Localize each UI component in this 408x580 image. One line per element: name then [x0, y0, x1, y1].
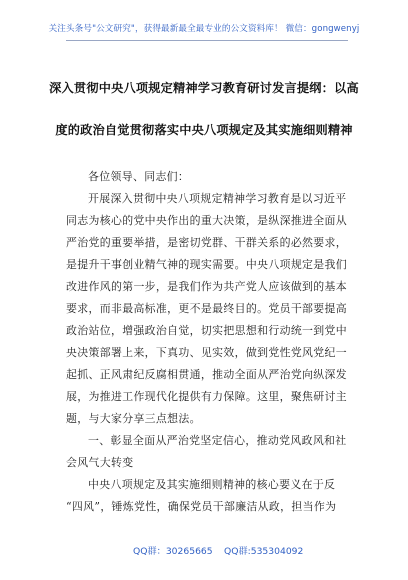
section-heading-line-1: 一、彰显全面从严治党坚定信心，推动党风政风和社 [88, 434, 347, 447]
document-title-line-1: 深入贯彻中央八项规定精神学习教育研讨发言提纲：以高 [49, 81, 359, 95]
body-line: 要求，而非最高标准，更不是最终目的。党员干部要提高 [66, 302, 348, 315]
header-divider [66, 40, 348, 41]
body-line: 改进作风的第一步，是我们作为共产党人应该做到的基本 [66, 280, 348, 293]
section-heading-line-2: 会风气大转变 [66, 456, 134, 469]
body-line: 题，与大家分享三点想法。 [66, 412, 201, 425]
body-line-greeting: 各位领导、同志们： [88, 170, 190, 183]
document-title-line-2: 度的政治自觉贯彻落实中央八项规定及其实施细则精神 [55, 123, 353, 137]
body-line: 起抓、正风肃纪反腐相贯通，推动全面从严治党向纵深发 [66, 368, 348, 381]
body-line: 严治党的重要举措，是密切党群、干群关系的必然要求， [66, 236, 348, 249]
body-line: 同志为核心的党中央作出的重大决策，是纵深推进全面从 [66, 214, 348, 227]
body-line: 政治站位，增强政治自觉，切实把思想和行动统一到党中 [66, 324, 348, 337]
body-line: 展，为推进工作现代化提供有力保障。这里，聚焦研讨主 [66, 390, 348, 403]
body-line: 开展深入贯彻中央八项规定精神学习教育是以习近平 [88, 192, 347, 205]
body-line: “四风”，锤炼党性，确保党员干部廉洁从政，担当作为 [66, 500, 337, 513]
body-line: 中央八项规定及其实施细则精神的核心要义在于反 [88, 478, 336, 491]
header-banner: 关注头条号"公文研究"，获得最新最全最专业的公文资料库！ 微信：gongwenyj [48, 24, 360, 34]
footer-qq-group-left: QQ群：30265665 [133, 546, 213, 557]
footer-qq-group-right: QQ群:535304092 [224, 546, 304, 557]
footer [0, 543, 408, 557]
body-line: 央决策部署上来，下真功、见实效，做到党性党风党纪一 [66, 346, 348, 359]
body-line: 是提升干事创业精气神的现实需要。中央八项规定是我们 [66, 258, 348, 271]
